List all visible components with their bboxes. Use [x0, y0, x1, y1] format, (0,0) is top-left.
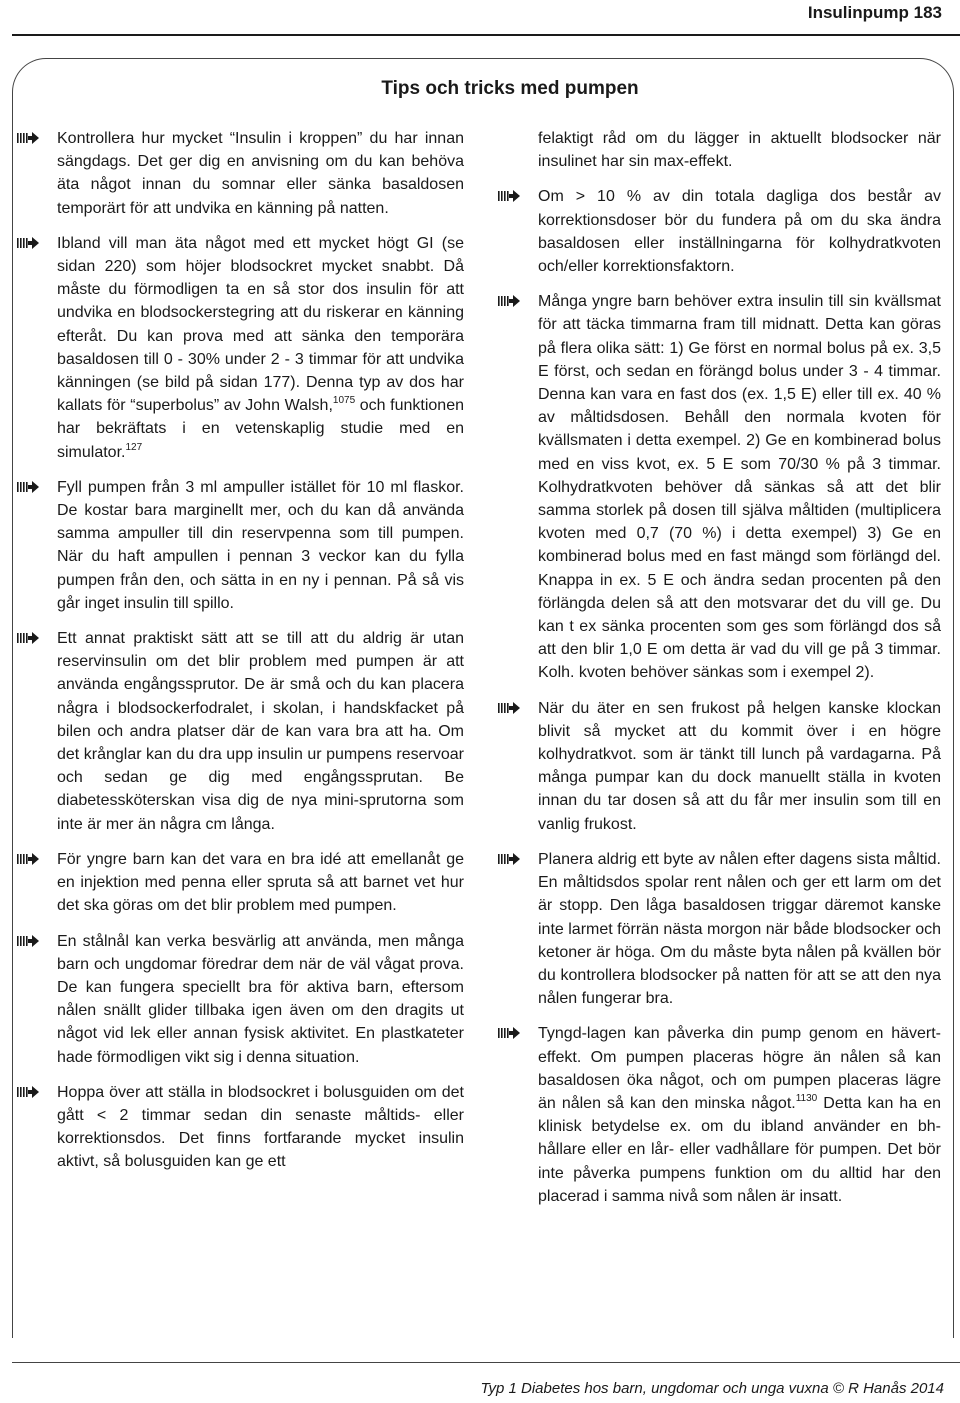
footer-divider	[12, 1362, 960, 1363]
tip-text	[57, 476, 464, 615]
left-column	[16, 127, 464, 1186]
tip-text	[538, 290, 941, 684]
arrow-bullet-icon	[16, 131, 40, 145]
arrow-bullet-icon	[16, 934, 40, 948]
continuation-text: felaktigt råd om du lägger in aktuellt blodsocker när insulinet har sin max-effekt.	[538, 130, 941, 171]
tip-text	[57, 627, 464, 836]
running-header: Insulinpump 183	[807, 3, 942, 22]
tip-item	[16, 848, 464, 918]
tip-item	[16, 232, 464, 464]
tip-item	[16, 127, 464, 220]
reference-superscript: 1130	[795, 1092, 818, 1104]
tip-text-segment: När du äter en sen frukost på helgen kanske klockan blivit så mycket att du kommit över i en högre kolhydratkvot. som är tänkt till lunch på vardagarna. På många pumpar kan du dock manuellt ställa in kvoten innan du tar dosen så att du får mer insulin som till en vanlig frukost.	[538, 699, 941, 833]
arrow-bullet-icon	[497, 189, 521, 203]
arrow-bullet-icon	[16, 631, 40, 645]
tip-item	[16, 476, 464, 615]
right-column	[497, 127, 941, 1220]
tip-item	[497, 185, 941, 278]
arrow-bullet-icon	[16, 236, 40, 250]
tip-item	[16, 627, 464, 836]
tip-text-segment: Hoppa över att ställa in blodsockret i bolusguiden om det gått < 2 timmar sedan din senaste måltids- eller korrektionsdos. Det finns fortfarande mycket insulin aktivt, så bolusguiden kan ge ett	[57, 1083, 464, 1171]
tip-text-segment: Detta kan ha en klinisk betydelse ex. om du ibland använder en bh-hållare eller en lår- eller vadhållare för pumpen. Det bör inte påverka pumpens funktion om du alltid har den placerad i samma nivå som nålen är insatt.	[538, 1094, 942, 1205]
continuation-paragraph	[497, 127, 941, 173]
tip-text-segment: Fyll pumpen från 3 ml ampuller istället för 10 ml flaskor. De kostar bara marginellt mer, och du kan då använda samma ampuller till din reservpenna som till pumpen. När du haft ampullen i pennan 3 veckor kan du fylla pumpen från den, och sätta in en ny i pennan. På så vis går inget insulin till spillo.	[57, 478, 464, 612]
tip-text-segment: Ett annat praktiskt sätt att se till att du aldrig är utan reservinsulin om det blir problem med pumpen är att använda engångssprutor. De är små och du kan placera några i blodsockerfodralet, i skolan, i handskfacket på bilen och andra platser där de kan vara bra att ha. Om det krånglar kan du dra upp insulin ur pumpens reservoar och sedan ge dig med engångssprutan. Be diabetessköterskan visa dig de nya mini-sprutorna som inte är mer än några cm långa.	[57, 630, 464, 833]
tip-text	[538, 697, 941, 836]
arrow-bullet-icon	[16, 480, 40, 494]
tip-text	[57, 848, 464, 918]
reference-superscript: 1075	[332, 395, 356, 407]
tip-text-segment: Tyngd-lagen kan påverka din pump genom en hävert-effekt. Om pumpen placeras högre än nålen så kan basaldosen öka något, och om pumpen placeras lägre än nålen så kan den minska något.	[538, 1025, 941, 1112]
tip-item	[497, 290, 941, 684]
tip-item	[497, 697, 941, 836]
tip-text-segment: För yngre barn kan det vara en bra idé att emellanåt ge en injektion med penna eller spruta så att barnet vet hur det ska göras om det blir problem med pumpen.	[57, 850, 464, 915]
tip-text-segment: och funktionen har bekräftats i en vetenskaplig studie med en simulator.	[57, 397, 465, 461]
tip-text-segment: En stålnål kan verka besvärlig att använda, men många barn och ungdomar föredrar dem när de väl vågat prova. De kan fungera speciellt bra för aktiva barn, eftersom nålen snällt glider tillbaka igen även om den dragits ut något vid lek eller annan fysisk aktivitet. En plastkateter hade förmodligen vikt sig i denna situation.	[57, 932, 464, 1066]
tip-text	[57, 232, 464, 464]
section-title: Tips och tricks med pumpen	[381, 78, 639, 99]
arrow-bullet-icon	[497, 701, 521, 715]
reference-superscript: 127	[125, 441, 143, 453]
tip-item	[497, 848, 941, 1010]
tip-text	[57, 930, 464, 1069]
tip-text-segment: Ibland vill man äta något med ett mycket högt GI (se sidan 220) som höjer blodsockret mycket snabbt. Då måste du förmodligen ta en så stor dos insulin för att undvika en blodsockerstegring att du riskerar en känning efteråt. Du kan prova med att sänka den temporära basaldosen till 0 - 30% under 2 - 3 timmar för att undvika känningen (se bild på sidan 177). Denna typ av dos har kallats för “superbolus” av John Walsh,	[57, 234, 464, 415]
arrow-bullet-icon	[16, 852, 40, 866]
tip-text	[57, 1081, 464, 1174]
tip-item	[497, 1022, 941, 1208]
tip-text-segment: Planera aldrig ett byte av nålen efter dagens sista måltid. En måltidsdos spolar rent nålen och ger ett larm om det är stopp. Den låga basaldosen triggar däremot kanske inte larmet förrän nästa morgon när både blodsocker och ketoner är höga. Om du måste byta nålen på kvällen bör du kontrollera blodsocker på natten för att se att den nya nålen fungerar bra.	[538, 850, 941, 1008]
tip-text	[538, 848, 941, 1010]
tip-item	[16, 930, 464, 1069]
header-divider	[12, 34, 960, 36]
arrow-bullet-icon	[497, 852, 521, 866]
footer-credit: Typ 1 Diabetes hos barn, ungdomar och unga vuxna © R Hanås 2014	[480, 1380, 944, 1397]
arrow-bullet-icon	[497, 1026, 521, 1040]
arrow-bullet-icon	[16, 1085, 40, 1099]
tip-text-segment: Många yngre barn behöver extra insulin till sin kvällsmat för att täcka timmarna fram till midnatt. Detta kan göras på flera olika sätt: 1) Ge först en normal bolus på ex. 3,5 E först, och sedan en förängd bolus under 3 - 4 timmar. Denna kan vara en fast dos (ex. 1,5 E) eller till ex. 40 % av måltidsdosen. Behåll den normala kvoten för kvällsmaten i detta exempel. 2) Ge en kombinerad bolus med en viss kvot, ex. 5 E som 70/30 % på 3 timmar. Kolhydratkvoten behöver då sänkas så att det blir samma storlek på dosen till själva måltiden (multiplicera kvoten med 0,7 (70 %) i detta exempel) 3) Ge en kombinerad bolus med en fast mängd som förlängd del. Knappa in ex. 5 E och ändra sedan procenten på den förlängda delen så att den motsvarar det du vill ge. Du kan t ex sänka procenten som ges som förlängd dos så att den blir 1,0 E om detta är vad du vill ge på 3 timmar. Kolh. kvoten behöver sänkas som i exempel 2).	[538, 293, 941, 682]
tip-text	[538, 185, 941, 278]
tip-text-segment: Om > 10 % av din totala dagliga dos består av korrektionsdoser bör du fundera på om du ska ändra basaldosen eller inställningarna för kolhydratkvoten och/eller korrektionsfaktorn.	[538, 188, 941, 276]
tip-text	[538, 1022, 941, 1208]
tip-text	[57, 127, 464, 220]
tip-text-segment: Kontrollera hur mycket “Insulin i kroppen” du har innan sängdags. Det ger dig en anvisning om du kan behöva äta något innan du somnar eller sänka basaldosen temporärt för att undvika en känning på natten.	[57, 130, 464, 217]
arrow-bullet-icon	[497, 294, 521, 308]
tip-item	[16, 1081, 464, 1174]
